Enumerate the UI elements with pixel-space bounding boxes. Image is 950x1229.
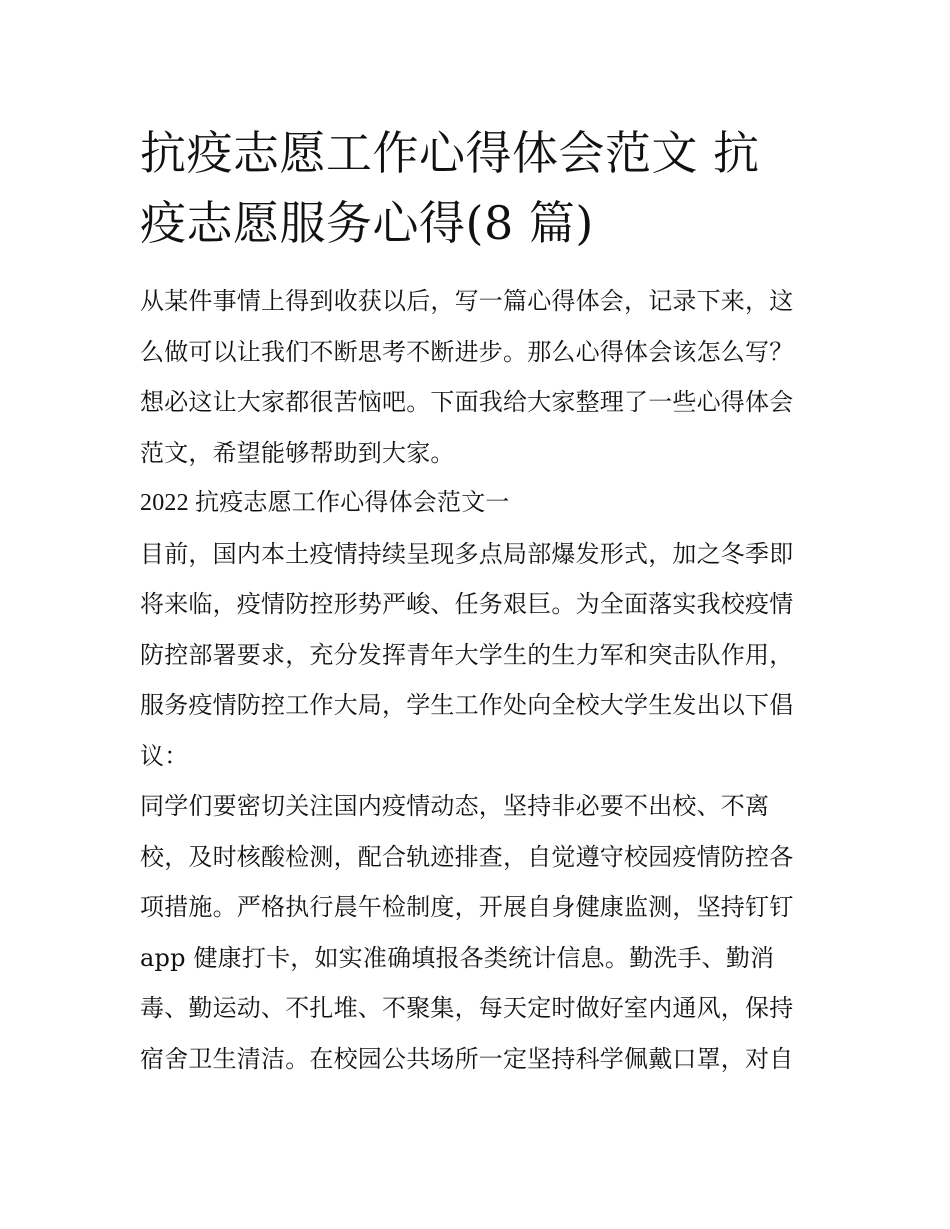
paragraph-line: 同学们要密切关注国内疫情动态，坚持非必要不出校、不离 bbox=[140, 792, 770, 820]
body-paragraph-1 bbox=[140, 529, 812, 782]
paragraph-line: 宿舍卫生清洁。在校园公共场所一定坚持科学佩戴口罩，对自 bbox=[140, 1044, 794, 1073]
title-line-2: 疫志愿服务心得(8 篇) bbox=[140, 196, 594, 250]
paragraph-line: 毒、勤运动、不扎堆、不聚集，每天定时做好室内通风，保持 bbox=[140, 994, 794, 1022]
intro-paragraph bbox=[140, 276, 812, 478]
paragraph-line: 范文，希望能够帮助到大家。 bbox=[140, 438, 455, 467]
paragraph-line: 项措施。严格执行晨午检制度，开展自身健康监测，坚持钉钉 bbox=[140, 893, 794, 921]
paragraph-line: 服务疫情防控工作大局，学生工作处向全校大学生发出以下倡 bbox=[140, 691, 794, 719]
paragraph-line: 从某件事情上得到收获以后，写一篇心得体会，记录下来，这 bbox=[140, 287, 794, 315]
title-line-1: 抗疫志愿工作心得体会范文 抗 bbox=[140, 126, 760, 180]
paragraph-line: 防控部署要求，充分发挥青年大学生的生力军和突击队作用， bbox=[140, 640, 794, 669]
paragraph-line: app 健康打卡，如实准确填报各类统计信息。勤洗手、勤消 bbox=[140, 943, 775, 972]
document-content bbox=[140, 118, 812, 1084]
paragraph-line: 校，及时核酸检测，配合轨迹排查，自觉遵守校园疫情防控各 bbox=[140, 842, 794, 871]
section-heading bbox=[140, 478, 812, 529]
body-paragraph-2 bbox=[140, 781, 812, 1084]
paragraph-line: 么做可以让我们不断思考不断进步。那么心得体会该怎么写？ bbox=[140, 337, 794, 366]
paragraph-line: 议： bbox=[140, 741, 189, 770]
document-body bbox=[140, 276, 812, 1084]
paragraph-line: 将来临，疫情防控形势严峻、任务艰巨。为全面落实我校疫情 bbox=[140, 590, 794, 618]
paragraph-line: 想必这让大家都很苦恼吧。下面我给大家整理了一些心得体会 bbox=[140, 388, 794, 416]
document-title bbox=[140, 118, 812, 258]
section-heading-line: 2022 抗疫志愿工作心得体会范文一 bbox=[140, 490, 510, 516]
paragraph-line: 目前，国内本土疫情持续呈现多点局部爆发形式，加之冬季即 bbox=[140, 539, 794, 568]
